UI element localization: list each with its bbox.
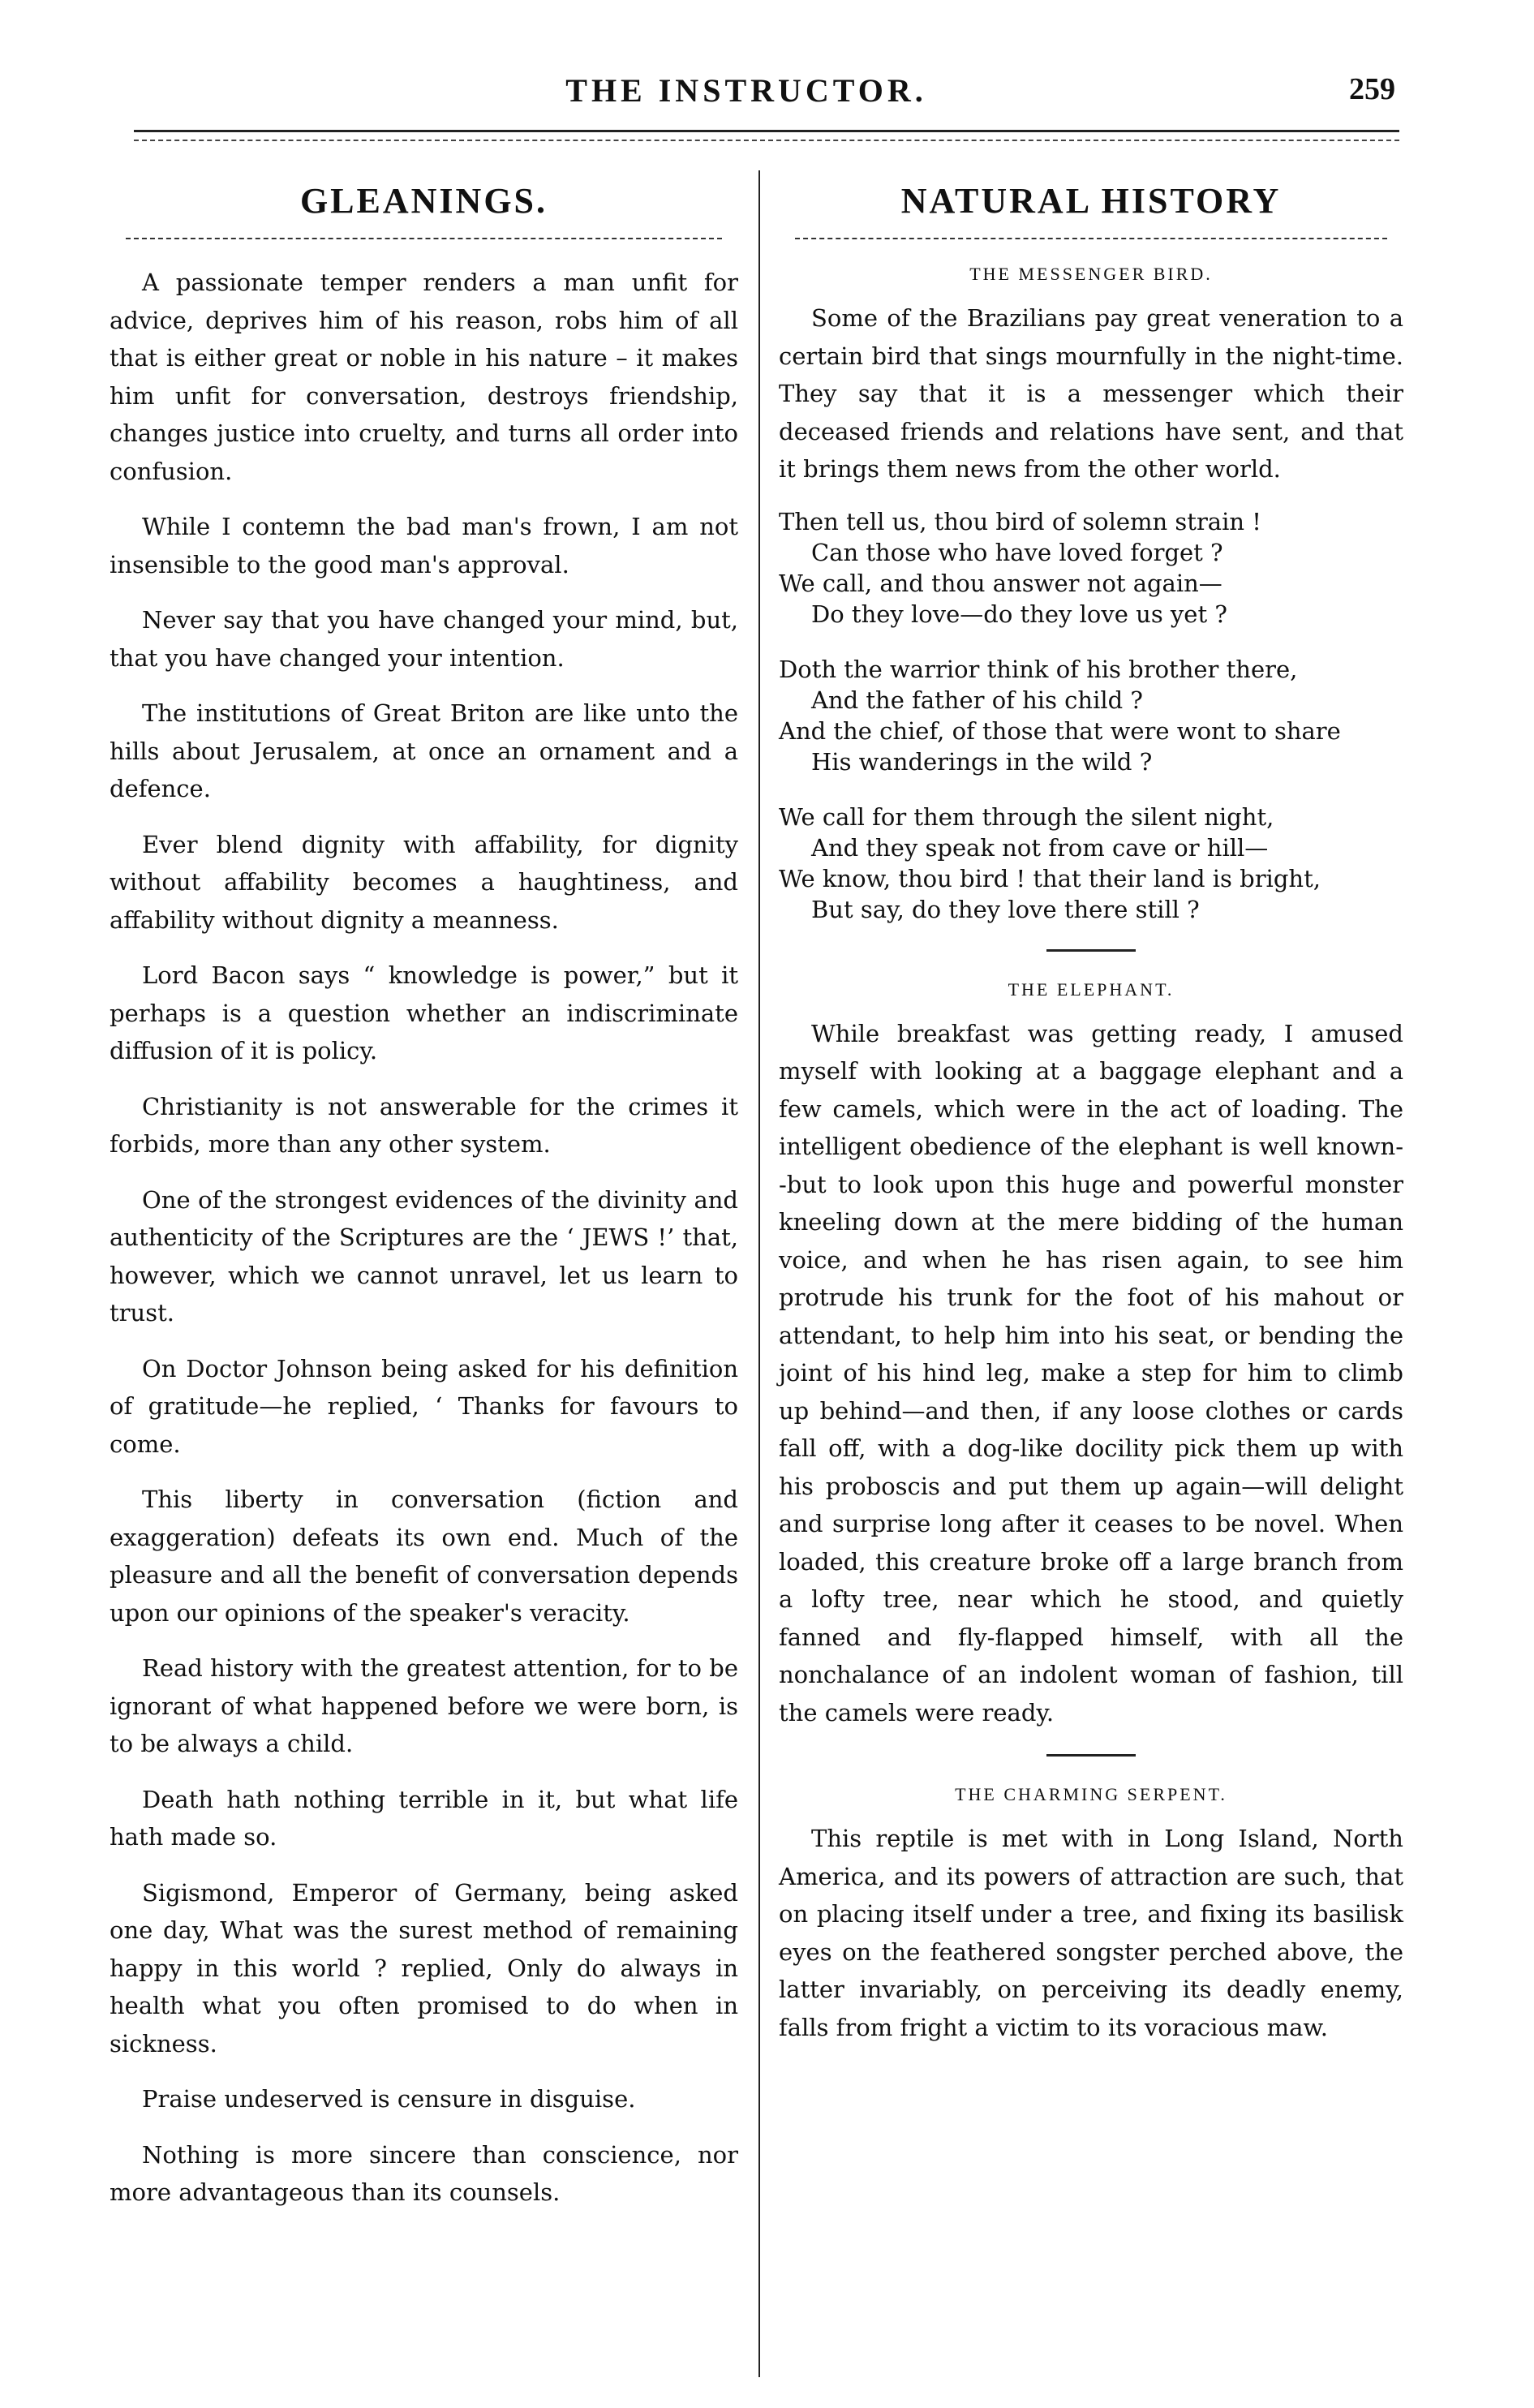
gleaning-paragraph: Sigismond, Emperor of Germany, being asked one day, What was the surest method of remaining happy in this world ? replied, Only do always in health what you often promised to do when in sickness. [110,1878,738,2058]
section-separator [1046,1754,1136,1757]
serpent-title: THE CHARMING SERPENT. [955,1784,1227,1804]
column-divider [758,170,760,2377]
gleanings-heading: GLEANINGS. [299,181,548,221]
serpent-text: This reptile is met with in Long Island, North America, and its powers of attraction are such, that on placing itself under a tree, and fixing its basilisk eyes on the feathered songster perched above, the latter invariably, on perceiving its deadly enemy, falls from fright a victim to its voracious maw. [779,1825,1403,2041]
page-number: 259 [1349,72,1395,106]
gleaning-paragraph: Never say that you have changed your mind, but, that you have changed your intention. [110,606,738,672]
gleaning-paragraph: Lord Bacon says “ knowledge is power,” but it perhaps is a question whether an indiscriminate diffusion of it is policy. [110,961,738,1064]
gleanings-rule [126,238,722,239]
running-title: THE INSTRUCTOR. [565,72,927,109]
gleaning-paragraph: One of the strongest evidences of the divinity and authenticity of the Scriptures are the ‘ JEWS !’ that, however, which we cannot unravel, let us learn to trust. [110,1185,738,1327]
gleaning-paragraph: A passionate temper renders a man unfit for advice, deprives him of his reason, robs him of all that is either great or noble in his nature – it makes him unfit for conversation, destroys friendship, changes justice into cruelty, and turns all order into confusion. [110,269,738,485]
poem-stanza [779,506,1403,630]
elephant-title: THE ELEPHANT. [1008,978,1175,1000]
messenger-bird-intro: Some of the Brazilians pay great veneration to a certain bird that sings mournfully in the night-time. They say that it is a messenger which their deceased friends and relations have sent, and that it brings them news from the other world. [779,304,1403,483]
messenger-bird-title: THE MESSENGER BIRD. [969,264,1213,284]
header-rule-dashed [134,140,1399,141]
gleaning-paragraph: This liberty in conversation (fiction and exaggeration) defeats its own end. Much of the pleasure and all the benefit of conversation depends upon our opinions of the speaker's veracity. [110,1486,738,1627]
left-column [110,170,738,2230]
gleaning-paragraph: Christianity is not answerable for the crimes it forbids, more than any other system. [110,1092,738,1158]
gleaning-paragraph: Read history with the greatest attention, for to be ignorant of what happened before we were born, is to be always a child. [110,1654,738,1757]
verse-line: We know, thou bird ! that their land is bright, [779,864,1321,892]
verse-line: We call for them through the silent night, [779,802,1274,831]
elephant-text: While breakfast was getting ready, I amused myself with looking at a baggage elephant and a few camels, which were in the act of loading. The intelligent obedience of the elephant is well known--but to look upon this huge and powerful monster kneeling down at the mere bidding of the human voice, and when he has risen again, to see him protrude his trunk for the foot of his mahout or attendant, to help him into his seat, or bending the joint of his hind leg, make a step for him to climb up behind—and then, if any loose clothes or cards fall off, with a dog-like docility pick them up with his proboscis and put them up again—will delight and surprise long after it ceases to be novel. When loaded, this creature broke off a large branch from a lofty tree, near which he stood, and quietly fanned and fly-flapped himself, with all the nonchalance of an indolent woman of fashion, till the camels were ready. [779,1019,1403,1726]
gleaning-paragraph: Praise undeserved is censure in disguise. [142,2085,636,2113]
gleaning-paragraph: Death hath nothing terrible in it, but what life hath made so. [110,1785,738,1851]
poem-stanza [779,802,1403,925]
verse-line: Doth the warrior think of his brother there, [779,655,1298,683]
header-rule [134,130,1399,132]
natural-history-rule [795,238,1387,239]
right-column [779,170,1403,2064]
poem-stanza [779,654,1403,777]
section-separator [1046,949,1136,952]
verse-line: But say, do they love there still ? [811,895,1200,923]
running-head [97,71,1395,120]
gleaning-paragraph: Nothing is more sincere than conscience, nor more advantageous than its counsels. [110,2140,738,2206]
verse-line: And the father of his child ? [811,686,1143,714]
natural-history-heading: NATURAL HISTORY [900,181,1282,221]
verse-line: Then tell us, thou bird of solemn strain ! [779,507,1261,535]
gleaning-paragraph: The institutions of Great Briton are like unto the hills about Jerusalem, at once an ornament and a defence. [110,699,738,802]
gleaning-paragraph: On Doctor Johnson being asked for his definition of gratitude—he replied, ‘ Thanks for favours to come. [110,1354,738,1458]
gleaning-paragraph: While I contemn the bad man's frown, I am not insensible to the good man's approval. [110,513,738,578]
verse-line: We call, and thou answer not again— [779,569,1222,597]
verse-line: And the chief, of those that were wont to share [779,716,1341,745]
verse-line: Can those who have loved forget ? [811,538,1223,566]
verse-line: And they speak not from cave or hill— [811,833,1269,862]
verse-line: Do they love—do they love us yet ? [811,600,1227,628]
verse-line: His wanderings in the wild ? [811,747,1153,776]
gleaning-paragraph: Ever blend dignity with affability, for dignity without affability becomes a haughtiness, and affability without dignity a meanness. [110,830,738,934]
